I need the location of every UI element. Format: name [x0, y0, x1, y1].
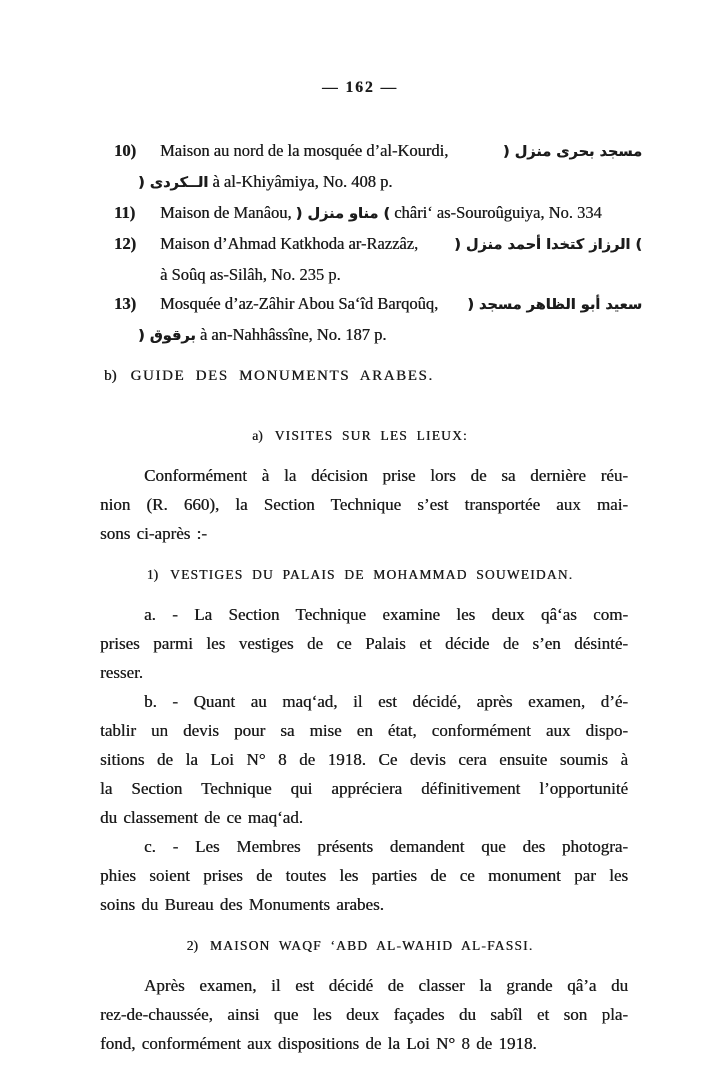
item-line: [160, 289, 642, 320]
arabic-word: أبو: [580, 297, 601, 313]
subsection-label: 1): [146, 567, 159, 582]
paragraph-line: prises parmi les vestiges de ce Palais et décide de s’en désinté-: [100, 634, 628, 653]
item-body: [160, 198, 642, 229]
subsection-text: [100, 600, 628, 919]
subsection-heading: [0, 566, 720, 584]
arabic-phrase: [503, 144, 642, 160]
page-number: — 162 —: [322, 79, 398, 96]
list-item: [112, 198, 642, 229]
paragraph: [100, 971, 628, 1058]
subsection-title: VESTIGES DU PALAIS DE MOHAMMAD SOUWEIDAN.: [170, 567, 574, 582]
french-text: Maison de Manâou,: [160, 203, 292, 222]
section-a-label: a): [252, 428, 263, 443]
arabic-word: ): [383, 206, 390, 222]
french-text: Maison d’Ahmad Katkhoda ar-Razzâz,: [160, 234, 419, 253]
arabic-word: أحمد: [507, 237, 541, 253]
paragraph-line: sitions de la Loi N° 8 de 1918. Ce devis cera ensuite soumis à: [100, 750, 628, 769]
arabic-word: (: [467, 297, 474, 313]
arabic-right: [454, 229, 642, 260]
paragraph-line: c. - Les Membres présents demandent que des photogra-: [144, 837, 628, 856]
arabic-word: مسجد: [478, 297, 522, 313]
arabic-word: (: [502, 144, 510, 160]
paragraph-line: tablir un devis pour sa mise en état, conformément aux dispo-: [100, 721, 628, 740]
arabic-word: الرزاز: [589, 237, 631, 253]
paragraph-line: b. - Quant au maq‘ad, il est décidé, après examen, d’é-: [144, 692, 628, 711]
list-item: [112, 136, 642, 198]
item-body: [138, 136, 642, 198]
list-item: [112, 229, 642, 289]
section-b-label: b): [104, 368, 117, 384]
paragraph-line: sons ci-après :-: [100, 524, 207, 543]
paragraph-line: soins du Bureau des Monuments arabes.: [100, 895, 384, 914]
item-line: [138, 167, 642, 198]
item-line: [160, 136, 642, 167]
paragraph-line: Après examen, il est décidé de classer la grande qâ’a du: [144, 976, 628, 995]
french-text: Mosquée d’az-Zâhir Abou Sa‘îd Barqoûq,: [160, 294, 439, 313]
subsection: [0, 566, 720, 919]
item-number: 13): [114, 294, 136, 313]
arabic-word: (: [138, 328, 145, 344]
item-number: 12): [114, 234, 136, 253]
item-body: [160, 229, 642, 289]
arabic-phrase: [138, 175, 208, 191]
paragraph-line: la Section Technique qui appréciera définitivement l’opportunité: [100, 779, 628, 798]
french-text: à al-Khiyâmiya, No. 408 p.: [212, 172, 393, 191]
arabic-phrase: [138, 328, 196, 344]
french-text: châri‘ as-Souroûguiya, No. 334: [394, 203, 602, 222]
arabic-word: مناو: [348, 206, 379, 222]
arabic-phrase: [454, 237, 642, 253]
paragraph-line: resser.: [100, 663, 143, 682]
arabic-word: منزل: [307, 206, 344, 222]
section-b-heading: [104, 365, 720, 387]
subsection-heading: [0, 937, 720, 955]
paragraph-line: phies soient prises de toutes les parties de ce monument par les: [100, 866, 628, 885]
arabic-word: مسجد: [599, 144, 642, 160]
intro-paragraph: [100, 461, 628, 548]
arabic-word: منزل: [514, 144, 552, 160]
arabic-word: سعيد: [605, 297, 642, 313]
arabic-word: (: [454, 237, 461, 253]
french-text: à Soûq as-Silâh, No. 235 p.: [160, 265, 341, 284]
french-text: à an-Nahhâssîne, No. 187 p.: [199, 325, 387, 344]
arabic-word: ): [635, 237, 642, 253]
arabic-word: كتخدا: [545, 237, 585, 253]
arabic-right: [467, 289, 642, 320]
paragraph-line: fond, conformément aux dispositions de la Loi N° 8 de 1918.: [100, 1034, 537, 1053]
arabic-word: (: [138, 175, 145, 191]
paragraph-line: Conformément à la décision prise lors de sa dernière réu-: [144, 466, 628, 485]
arabic-word: الــكردى: [149, 175, 209, 191]
paragraph-line: a. - La Section Technique examine les deux qâ‘as com-: [144, 605, 628, 624]
list-item: [112, 289, 642, 351]
arabic-word: (: [295, 206, 303, 222]
paragraph-line: du classement de ce maq‘ad.: [100, 808, 303, 827]
arabic-phrase: [296, 206, 390, 222]
paragraph: [100, 832, 628, 919]
arabic-phrase: [467, 297, 642, 313]
paragraph-line: nion (R. 660), la Section Technique s’est transportée aux mai-: [100, 495, 628, 514]
paragraph: [100, 600, 628, 687]
paragraph-line: rez-de-chaussée, ainsi que les deux façades du sabîl et son pla-: [100, 1005, 628, 1024]
section-b-title: GUIDE DES MONUMENTS ARABES.: [130, 368, 434, 384]
section-a-heading: [0, 427, 720, 445]
arabic-word: منزل: [465, 237, 503, 253]
subsections-container: [0, 566, 720, 1058]
subsection-title: MAISON WAQF ‘ABD AL-WAHID AL-FASSI.: [209, 938, 534, 953]
item-number: 11): [114, 203, 136, 222]
item-number: 10): [114, 141, 136, 160]
arabic-right: [503, 136, 642, 167]
subsection-text: [100, 971, 628, 1058]
arabic-word: الظاهر: [526, 297, 576, 313]
monument-list: [112, 136, 642, 351]
item-body: [138, 289, 642, 351]
subsection: [0, 937, 720, 1058]
french-text: Maison au nord de la mosquée d’al-Kourdi,: [160, 141, 449, 160]
section-a-title: VISITES SUR LES LIEUX:: [274, 428, 468, 443]
item-line: [160, 198, 642, 229]
paragraph: [100, 687, 628, 832]
item-line: [138, 320, 642, 351]
intro-paragraph-body: [100, 461, 628, 548]
item-line: [160, 260, 642, 289]
arabic-word: بحرى: [556, 144, 595, 160]
subsection-label: 2): [186, 938, 198, 953]
arabic-word: برقوق: [149, 328, 196, 344]
item-line: [160, 229, 642, 260]
